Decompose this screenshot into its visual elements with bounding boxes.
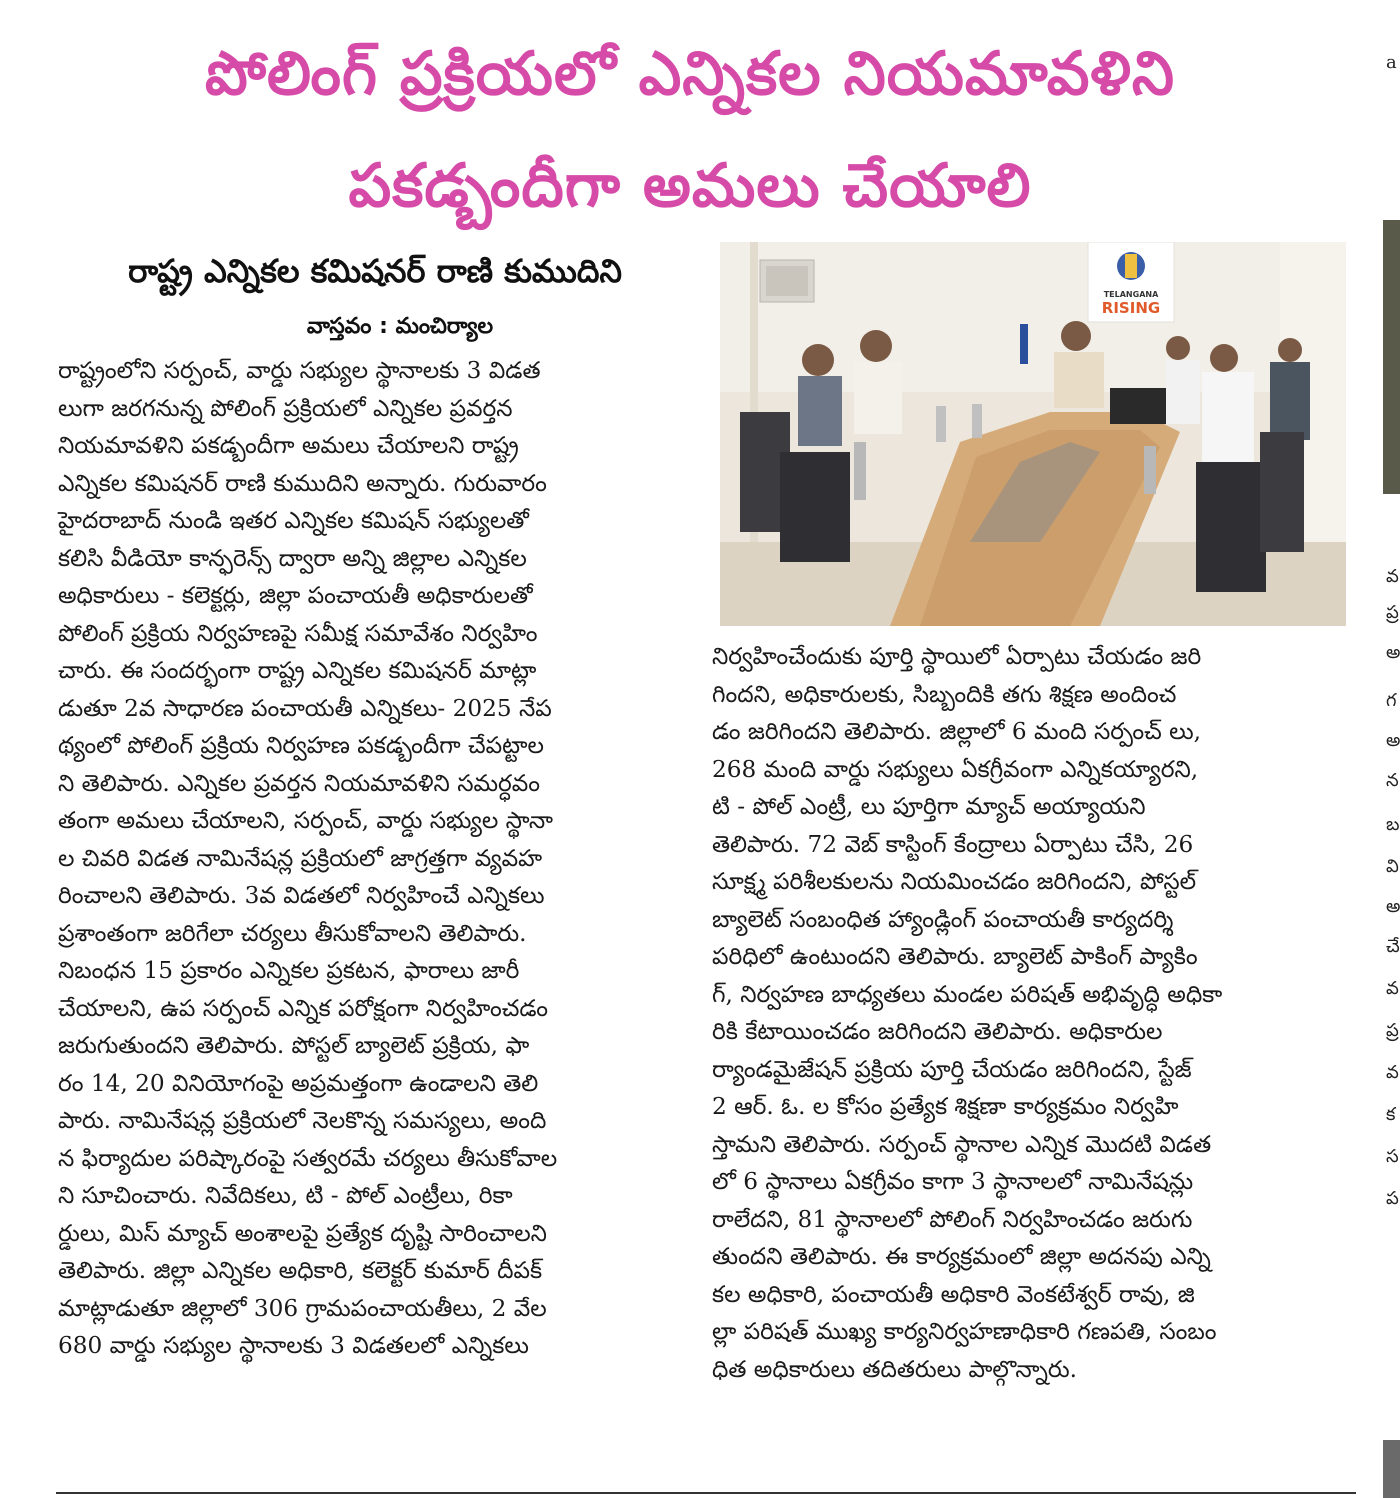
edge-glyph: క (1386, 1104, 1396, 1125)
text-line: కలిసి వీడియో కాన్ఫరెన్స్ ద్వారా అన్ని జిల్లాల ఎన్నికల (58, 544, 527, 572)
edge-glyph: వ (1386, 978, 1399, 999)
headline-line-2: పకడ్బందీగా అమలు చేయాలి (348, 151, 1032, 221)
text-line: లుగా జరగనున్న పోలింగ్ ప్రక్రియలో ఎన్నికల ప్రవర్తన (58, 394, 513, 422)
text-line: ల్లా పరిషత్ ముఖ్య కార్యనిర్వహణాధికారి గణపతి, సంబం (712, 1318, 1217, 1345)
text-line: పోలింగ్ ప్రక్రియ నిర్వహణపై సమీక్ష సమావేశం నిర్వహిం (58, 619, 538, 647)
edge-glyph: a (1386, 52, 1397, 73)
text-line: డుతూ 2వ సాధారణ పంచాయతీ ఎన్నికలు- 2025 నేప (58, 694, 552, 722)
text-line: 268 మంది వార్డు సభ్యులు ఏకగ్రీవంగా ఎన్నికయ్యారని, (712, 755, 1199, 783)
headline-line-1: పోలింగ్ ప్రక్రియలో ఎన్నికల నియమావళిని (204, 39, 1176, 109)
text-line: చేయాలని, ఉప సర్పంచ్ ఎన్నిక పరోక్షంగా నిర్వహించడం (58, 994, 549, 1022)
text-line: తెలిపారు. జిల్లా ఎన్నికల అధికారి, కలెక్టర్ కుమార్ దీపక్ (58, 1257, 543, 1284)
edge-glyph: అ (1386, 642, 1400, 663)
edge-glyph: న (1386, 770, 1399, 791)
text-line: చారు. ఈ సందర్భంగా రాష్ట్ర ఎన్నికల కమిషనర్ మాట్లా (58, 657, 537, 684)
text-line: నిబంధన 15 ప్రకారం ఎన్నికల ప్రకటన, ఫారాలు జారీ (58, 957, 520, 984)
text-line: రాష్ట్రంలోని సర్పంచ్, వార్డు సభ్యుల స్థానాలకు 3 విడత (58, 357, 541, 384)
text-line: ల చివరి విడత నామినేషన్ల ప్రక్రియలో జాగ్రత్తగా వ్యవహ (58, 844, 543, 872)
article-right-column (712, 638, 1344, 1388)
edge-glyph: అ (1386, 896, 1400, 917)
text-line: ప్రశాంతంగా జరిగేలా చర్యలు తీసుకోవాలని తెలిపారు. (58, 919, 527, 947)
text-line: లో 6 స్థానాలు ఏకగ్రీవం కాగా 3 స్థానాలలో నామినేషన్లు (712, 1168, 1194, 1195)
edge-glyph: ప్ర (1386, 602, 1399, 623)
text-line: హైదరాబాద్ నుండి ఇతర ఎన్నికల కమిషన్ సభ్యులతో (58, 507, 529, 534)
article-dateline: వాస్తవం : మంచిర్యాల (306, 314, 494, 339)
text-line: రికి కేటాయించడం జరిగిందని తెలిపారు. అధికారుల (712, 1018, 1163, 1045)
text-line: 680 వార్డు సభ్యుల స్థానాలకు 3 విడతలలో ఎన్నికలు (58, 1332, 529, 1359)
text-line: తెలిపారు. 72 వెబ్ కాస్టింగ్ కేంద్రాలు ఏర్పాటు చేసి, 26 (712, 830, 1194, 858)
telangana-rising-logo (1096, 290, 1166, 317)
text-line: ధిత అధికారులు తదితరులు పాల్గొన్నారు. (712, 1355, 1078, 1383)
text-line: ని సూచించారు. నివేదికలు, టి - పోల్ ఎంట్రీలు, రికా (58, 1182, 513, 1209)
edge-glyph: వ (1386, 566, 1399, 587)
text-line: థ్యంలో పోలింగ్ ప్రక్రియ నిర్వహణ పకడ్బందీగా చేపట్టాల (58, 732, 544, 759)
edge-glyph: ప్ర (1386, 1020, 1399, 1041)
text-line: తుందని తెలిపారు. ఈ కార్యక్రమంలో జిల్లా అదనపు ఎన్ని (712, 1243, 1211, 1270)
text-line: అధికారులు - కలెక్టర్లు, జిల్లా పంచాయతీ అధికారులతో (58, 582, 533, 609)
meeting-photo-illustration (720, 242, 1346, 626)
edge-glyph: అ (1386, 730, 1400, 751)
edge-glyph: వ (1386, 1062, 1399, 1083)
text-line: తంగా అమలు చేయాలని, సర్పంచ్, వార్డు సభ్యుల స్థానా (58, 807, 553, 834)
text-line: పారు. నామినేషన్ల ప్రక్రియలో నెలకొన్న సమస్యలు, అంది (58, 1107, 547, 1134)
text-line: ర్యాండమైజేషన్ ప్రక్రియ పూర్తి చేయడం జరిగిందని, స్టేజ్ (712, 1055, 1192, 1083)
text-line: డం జరిగిందని తెలిపారు. జిల్లాలో 6 మంది సర్పంచ్ లు, (712, 718, 1202, 745)
text-line: రించాలని తెలిపారు. 3వ విడతలో నిర్వహించే ఎన్నికలు (58, 882, 545, 909)
text-line: మాట్లాడుతూ జిల్లాలో 306 గ్రామపంచాయతీలు, 2 వేల (58, 1294, 547, 1322)
edge-glyph: బ (1386, 814, 1400, 835)
edge-glyph: స (1386, 1146, 1399, 1167)
text-line: గిందని, అధికారులకు, సిబ్బందికి తగు శిక్షణ అందించ (712, 680, 1177, 708)
edge-glyph: ప (1386, 1188, 1399, 1209)
text-line: ర్డులు, మిస్ మ్యాచ్ అంశాలపై ప్రత్యేక దృష్టి సారించాలని (58, 1219, 547, 1247)
article-left-column (58, 352, 686, 1365)
text-line: రాలేదని, 81 స్థానాలలో పోలింగ్ నిర్వహించడం జరుగు (712, 1205, 1193, 1233)
text-line: ఎన్నికల కమిషనర్ రాణి కుముదిని అన్నారు. గురువారం (58, 469, 547, 497)
text-line: కల అధికారి, పంచాయతీ అధికారి వెంకటేశ్వర్ రావు, జి (712, 1280, 1195, 1308)
text-line: గ్, నిర్వహణ బాధ్యతలు మండల పరిషత్ అభివృద్ధి అధికా (712, 980, 1223, 1008)
text-line: జరుగుతుందని తెలిపారు. పోస్టల్ బ్యాలెట్ ప్రక్రియ, ఫా (58, 1032, 530, 1059)
edge-glyph: చే (1386, 936, 1400, 957)
meeting-photo (720, 242, 1346, 626)
text-line: ని తెలిపారు. ఎన్నికల ప్రవర్తన నియమావళిని సమర్ధవం (58, 769, 541, 797)
text-line: స్తామని తెలిపారు. సర్పంచ్ స్థానాల ఎన్నిక మొదటి విడత (712, 1130, 1212, 1158)
logo-line-1: TELANGANA (1103, 290, 1159, 299)
text-line: టి - పోల్ ఎంట్రీ, లు పూర్తిగా మ్యాచ్ అయ్యాయని (712, 793, 1146, 820)
text-line: పరిధిలో ఉంటుందని తెలిపారు. బ్యాలెట్ పాకింగ్ ప్యాకిం (712, 943, 1198, 970)
text-line: 2 ఆర్. ఓ. ల కోసం ప్రత్యేక శిక్షణా కార్యక్రమం నిర్వహి (712, 1093, 1179, 1120)
text-line: బ్యాలెట్ సంబంధిత హ్యాండ్లింగ్ పంచాయతీ కార్యదర్శి (712, 905, 1174, 933)
text-line: న ఫిర్యాదుల పరిష్కారంపై సత్వరమే చర్యలు తీసుకోవాల (58, 1144, 558, 1172)
logo-line-2: RISING (1101, 299, 1161, 317)
text-line: నియమావళిని పకడ్బందీగా అమలు చేయాలని రాష్ట్ర (58, 432, 519, 459)
article-headline (20, 18, 1360, 242)
page-bottom-rule (56, 1492, 1356, 1494)
edge-glyph: గ (1386, 690, 1397, 711)
text-line: నిర్వహించేందుకు పూర్తి స్థాయిలో ఏర్పాటు చేయడం జరి (712, 643, 1202, 670)
text-line: సూక్ష్మ పరిశీలకులను నియమించడం జరిగిందని, పోస్టల్ (712, 868, 1197, 895)
article-subheadline: రాష్ట్ర ఎన్నికల కమిషనర్ రాణి కుముదిని (128, 252, 622, 290)
text-line: రం 14, 20 వినియోగంపై అప్రమత్తంగా ఉండాలని తెలి (58, 1069, 539, 1097)
edge-glyph: వి (1386, 856, 1399, 877)
